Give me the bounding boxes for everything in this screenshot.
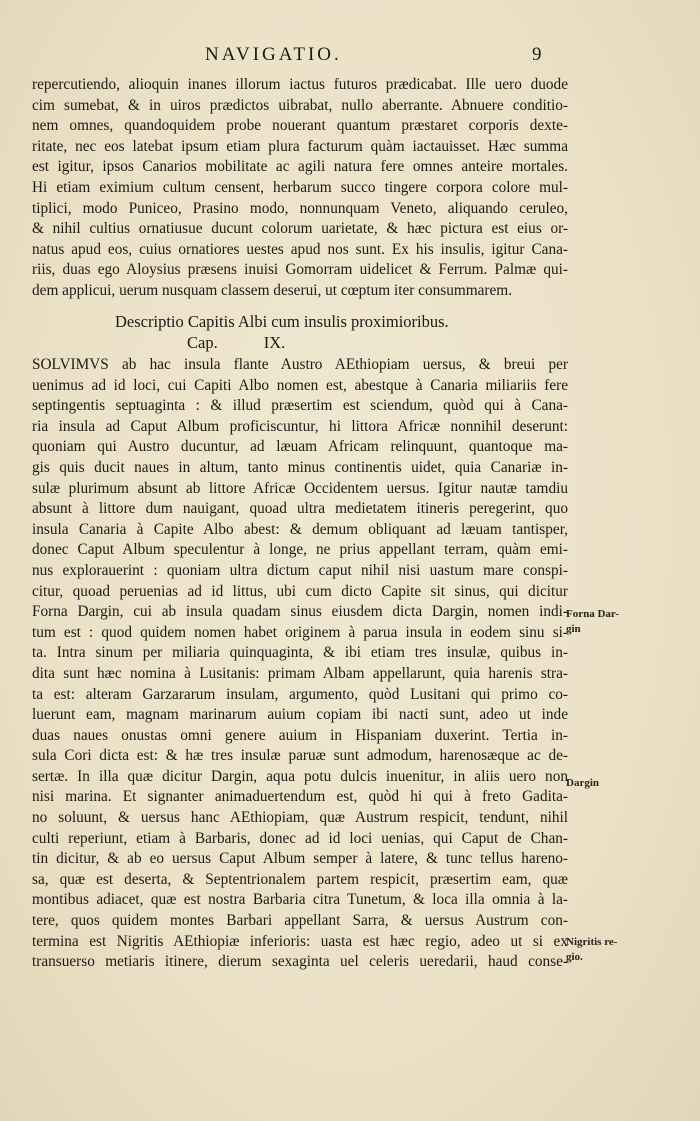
margin-note-line: Nigritis re- [566, 936, 618, 948]
text-line: duas naues onustas omni genere auium in Hispaniam duxerint. Tertia in- [32, 726, 568, 744]
text-line: nisi marina. Et signanter animaduertendum est, quòd hi qui à freto Gadita- [32, 788, 568, 806]
text-line: tin dicitur, & ab eo uersus Caput Album semper à latere, & tunc tellus hareno- [32, 850, 568, 868]
text-line: sula Cori dicta est: & hæ tres insulæ paruæ sunt admodum, harenosæque ac de- [32, 747, 568, 765]
text-line: quoniam qui Austro ducuntur, ad læuam Africam relinquunt, quantoque ma- [32, 438, 568, 456]
text-line: repercutiendo, alioquin inanes illorum iactus futuros prædicabat. Ille uero duode [32, 76, 568, 93]
text-line: ritate, nec eos latebat ipsum etiam plura facturum quàm iactauisset. Hæc summa [32, 137, 568, 155]
text-line: nem omnes, quandoquidem probe nouerant quantum præstaret corporis dexte- [32, 117, 568, 135]
text-line: dita sunt hæc nomina à Lusitanis: primam Albam appellarunt, quia harenis stra- [32, 664, 568, 682]
margin-note-line: gin [566, 623, 581, 635]
text-line: sa, quæ est deserta, & Septentrionalem partem respicit, præsertim eam, quæ [32, 870, 568, 888]
text-line: ta est: alteram Garzararum insulam, argumento, quòd Lusitani qui primo co- [32, 685, 568, 703]
running-head [0, 44, 700, 68]
text-line: cim sumebat, & in uiros prædictos uibrabat, nullo aberrante. Abnuere conditio- [32, 96, 568, 114]
text-line: dem applicui, uerum nusquam classem deserui, ut cœptum iter consummarem. [32, 281, 513, 299]
text-line: montibus adiacet, quæ est nostra Barbaria citra Tunetum, & loca illa omnia à la- [32, 891, 568, 909]
text-line: Forna Dargin, cui ab insula quadam sinus eiusdem dicta Dargin, nomen indi- [32, 603, 568, 621]
text-line: culti reperiunt, etiam à Barbaris, donec ad id loci uenias, qui Caput de Chan- [32, 829, 568, 847]
chapter-heading [187, 333, 285, 353]
text-line: tiplici, modo Puniceo, Prasino modo, nonnunquam Veneto, aliquando ceruleo, [32, 199, 568, 217]
margin-note-line: Dargin [566, 777, 599, 789]
running-title: NAVIGATIO. [205, 44, 342, 65]
text-line: uenimus ad id loci, cui Capiti Albo nomen est, abestque à Canaria miliariis fere [32, 376, 568, 394]
text-line: sulæ plurimum absunt ab littore Africæ Occidentem uersus. Igitur nautæ tamdiu [32, 479, 568, 497]
text-line: absunt à littore dum nauigant, quoad ultra medietatem itineris peregerint, quo [32, 500, 568, 518]
text-line: ria insula ad Caput Album proficiscuntur, hi littora Africæ nonnihil deserunt: [32, 417, 568, 435]
chapter-number: IX. [263, 333, 286, 352]
text-line: sertæ. In illa quæ dicitur Dargin, aqua potu dulcis inuenitur, in aliis uero non [32, 767, 568, 785]
text-line: insula Canaria à Capite Albo abest: & demum obliquant ad læuam tantisper, [32, 520, 568, 538]
text-line: tere, quos quidem montes Barbari appellant Sarra, & uersus Austrum con- [32, 912, 568, 930]
margin-note-dargin [566, 776, 599, 791]
margin-note-nigritis-regio [566, 935, 617, 965]
text-line: transuerso metiaris itinere, dierum sexaginta uel celeris ueredarii, haud conse- [32, 953, 568, 971]
paragraph-1 [32, 75, 568, 302]
chapter-label: Cap. [187, 333, 218, 352]
text-line: riis, duas ego Aloysius præsens inuisi Gomorram uidelicet & Ferrum. Palmæ qui- [32, 261, 568, 279]
text-line: gis quis ducit naues in altum, tanto minus continentis uidet, quia Canariæ in- [32, 458, 568, 476]
margin-note-line: Forna Dar- [566, 608, 620, 620]
margin-note-line: gio. [566, 951, 583, 963]
text-line: luerunt eam, magnam marinarum auium copiam ibi nacti sunt, adeo ut inde [32, 706, 568, 724]
paragraph-2 [32, 355, 568, 973]
text-line: tum est : quod quidem nomen habet originem à parua insula in eodem sinu si- [32, 623, 568, 641]
text-line: & nihil cultius ornatiusue ducunt colorum uarietate, & hæc pictura est eius or- [32, 220, 568, 238]
text-line: nus explorauerint : quoniam ultra dictum caput nihil nisi uastum mare conspi- [32, 561, 568, 579]
page-number: 9 [532, 44, 542, 65]
text-line: Hi etiam eximium cultum censent, herbarum succo tingere corpora colore mul- [32, 178, 568, 196]
text-line: citur, quoad peruenias ad id littus, ubi cum dicto Capite sit sinus, qui dicitur [32, 582, 568, 600]
text-line: ta. Intra sinum per miliaria quinquaginta, & ibi etiam tres insulæ, quibus in- [32, 644, 568, 662]
text-line: SOLVIMVS ab hac insula flante Austro AEthiopiam uersus, & breui per [32, 356, 568, 373]
chapter-title: Descriptio Capitis Albi cum insulis proximioribus. [115, 312, 449, 331]
text-line: termina est Nigritis AEthiopiæ inferioris: uasta est hæc regio, adeo ut si ex [32, 932, 568, 950]
text-line: natus apud eos, cuius ornatiores uestes apud nos sunt. Ex his insulis, igitur Cana- [32, 240, 568, 258]
text-line: no soluunt, & uersus hanc AEthiopiam, quæ Austrum respicit, tendunt, nihil [32, 809, 568, 827]
text-line: est igitur, ipsos Canarios mobilitate ac agili natura fere omnes anteire mortales. [32, 158, 568, 176]
text-line: septingentis septuaginta : & illud præsertim est sciendum, quòd qui à Cana- [32, 397, 568, 415]
margin-note-forna-dargin [566, 607, 619, 637]
text-line: donec Caput Album speculentur à longe, ne prius appellant terram, quàm emi- [32, 541, 568, 559]
